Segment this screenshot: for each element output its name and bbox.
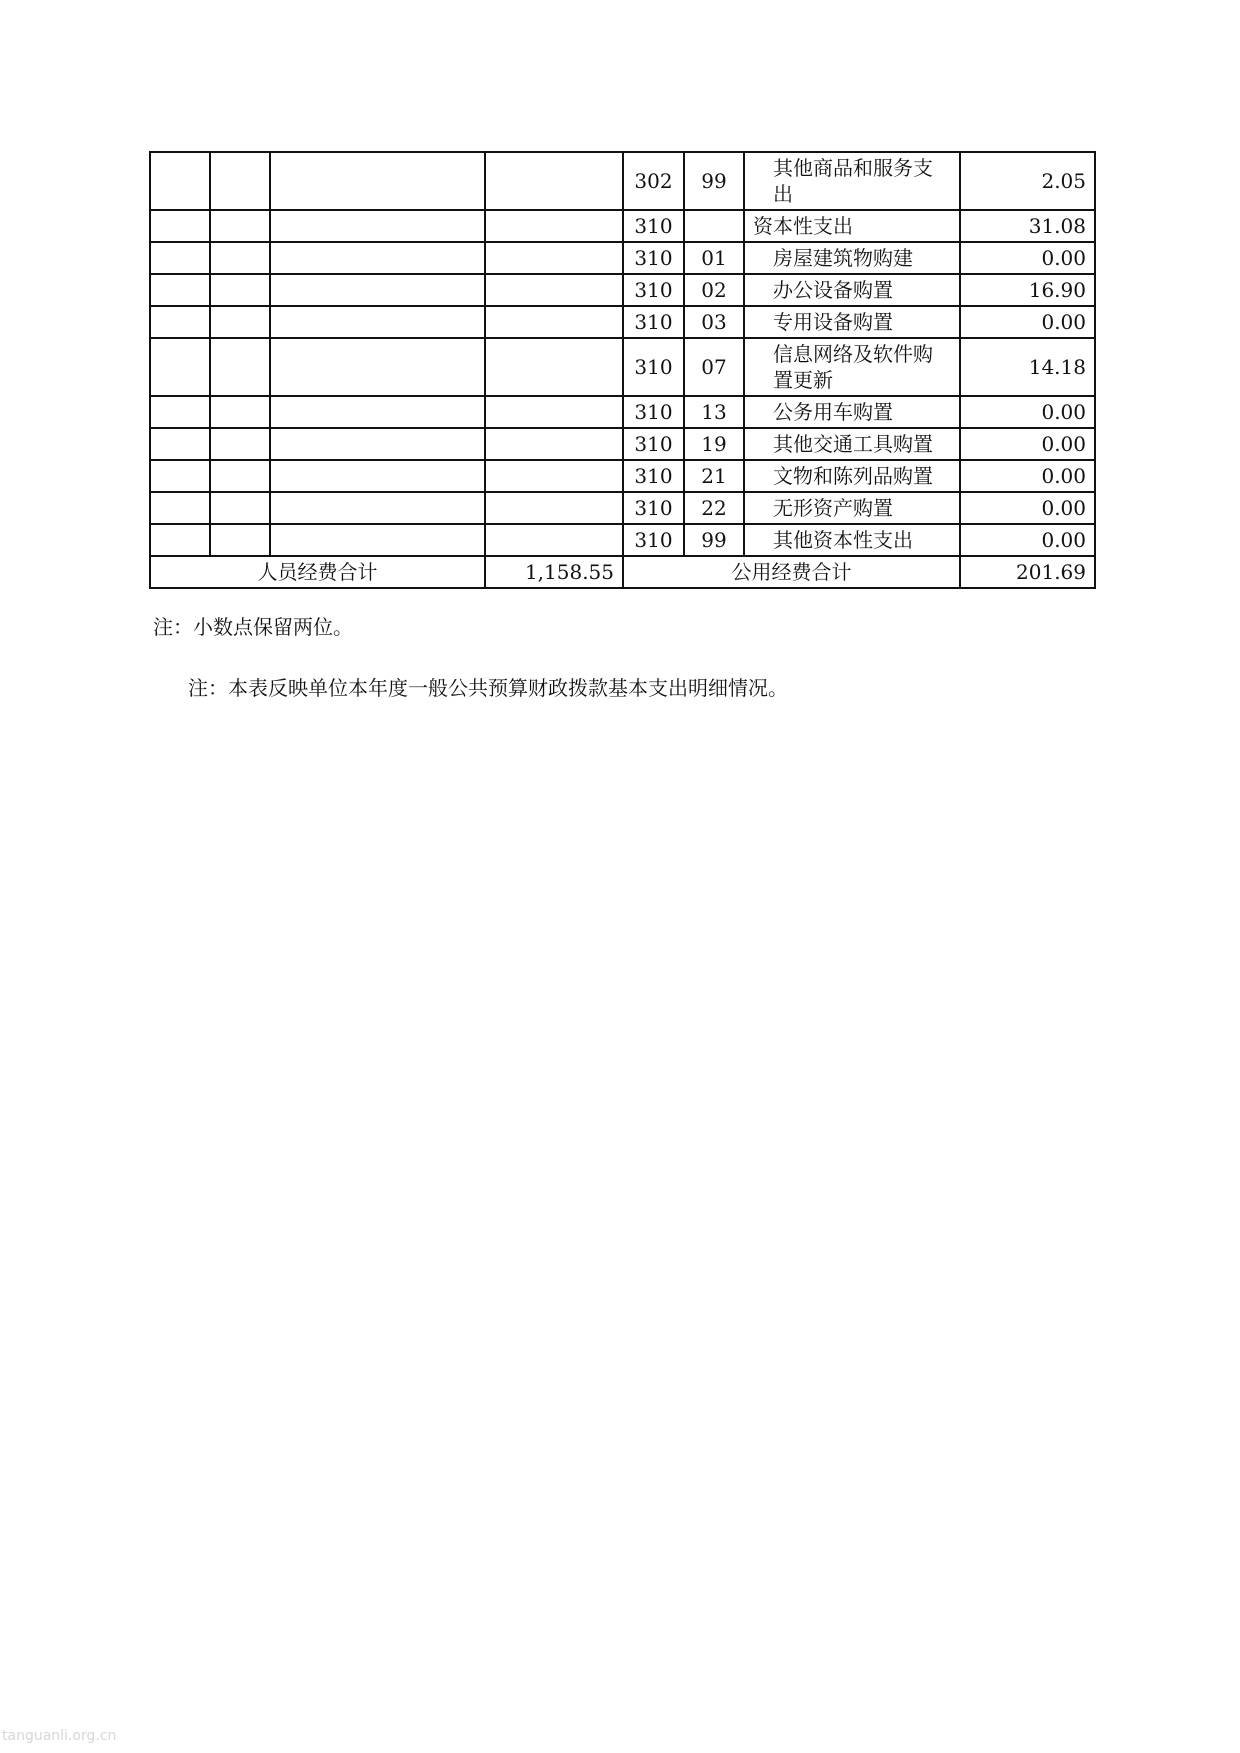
empty-cell — [270, 306, 485, 338]
empty-cell — [210, 210, 270, 242]
expense-amount: 0.00 — [960, 524, 1095, 556]
empty-cell — [150, 338, 210, 396]
empty-cell — [150, 428, 210, 460]
empty-cell — [210, 396, 270, 428]
empty-cell — [150, 492, 210, 524]
expense-name: 专用设备购置 — [744, 306, 960, 338]
econ-class-code: 310 — [623, 492, 684, 524]
econ-item-code: 22 — [684, 492, 744, 524]
econ-item-code — [684, 210, 744, 242]
table-row — [150, 492, 1095, 524]
expense-amount: 31.08 — [960, 210, 1095, 242]
econ-item-code: 02 — [684, 274, 744, 306]
empty-cell — [485, 460, 623, 492]
empty-cell — [210, 306, 270, 338]
expense-amount: 2.05 — [960, 152, 1095, 210]
econ-class-code: 310 — [623, 306, 684, 338]
empty-cell — [150, 242, 210, 274]
expense-amount: 14.18 — [960, 338, 1095, 396]
empty-cell — [150, 152, 210, 210]
empty-cell — [270, 524, 485, 556]
empty-cell — [485, 492, 623, 524]
expense-name: 其他资本性支出 — [744, 524, 960, 556]
expense-amount: 0.00 — [960, 460, 1095, 492]
empty-cell — [210, 524, 270, 556]
econ-item-code: 03 — [684, 306, 744, 338]
public-total-value: 201.69 — [960, 556, 1095, 588]
empty-cell — [485, 306, 623, 338]
personnel-total-value: 1,158.55 — [485, 556, 623, 588]
econ-class-code: 310 — [623, 460, 684, 492]
expense-amount: 0.00 — [960, 492, 1095, 524]
watermark: tanguanli.org.cn — [2, 1728, 117, 1744]
decimal-note: 注：小数点保留两位。 — [153, 615, 353, 639]
empty-cell — [270, 492, 485, 524]
table-row — [150, 210, 1095, 242]
expense-name: 文物和陈列品购置 — [744, 460, 960, 492]
empty-cell — [210, 428, 270, 460]
empty-cell — [210, 338, 270, 396]
empty-cell — [270, 242, 485, 274]
empty-cell — [270, 152, 485, 210]
econ-item-code: 13 — [684, 396, 744, 428]
empty-cell — [485, 428, 623, 460]
table-row — [150, 396, 1095, 428]
expense-name: 房屋建筑物购建 — [744, 242, 960, 274]
empty-cell — [485, 274, 623, 306]
empty-cell — [485, 242, 623, 274]
econ-class-code: 310 — [623, 396, 684, 428]
table-row — [150, 152, 1095, 210]
empty-cell — [150, 524, 210, 556]
econ-class-code: 310 — [623, 242, 684, 274]
expense-amount: 0.00 — [960, 428, 1095, 460]
empty-cell — [150, 306, 210, 338]
table-row — [150, 338, 1095, 396]
empty-cell — [210, 460, 270, 492]
econ-class-code: 310 — [623, 274, 684, 306]
econ-item-code: 99 — [684, 524, 744, 556]
econ-item-code: 21 — [684, 460, 744, 492]
expense-amount: 0.00 — [960, 306, 1095, 338]
econ-class-code: 302 — [623, 152, 684, 210]
expense-name: 办公设备购置 — [744, 274, 960, 306]
econ-class-code: 310 — [623, 338, 684, 396]
table-row — [150, 274, 1095, 306]
econ-class-code: 310 — [623, 210, 684, 242]
empty-cell — [270, 428, 485, 460]
personnel-total-label: 人员经费合计 — [150, 556, 485, 588]
expense-name: 资本性支出 — [744, 210, 960, 242]
empty-cell — [210, 242, 270, 274]
econ-class-code: 310 — [623, 428, 684, 460]
expense-name: 信息网络及软件购置更新 — [744, 338, 960, 396]
expense-name: 公务用车购置 — [744, 396, 960, 428]
empty-cell — [270, 396, 485, 428]
description-note: 注：本表反映单位本年度一般公共预算财政拨款基本支出明细情况。 — [188, 676, 788, 700]
econ-item-code: 99 — [684, 152, 744, 210]
empty-cell — [210, 274, 270, 306]
expense-name: 其他商品和服务支出 — [744, 152, 960, 210]
table-row — [150, 460, 1095, 492]
budget-detail-table — [149, 151, 1096, 589]
empty-cell — [270, 210, 485, 242]
empty-cell — [485, 152, 623, 210]
empty-cell — [485, 524, 623, 556]
empty-cell — [150, 210, 210, 242]
empty-cell — [485, 210, 623, 242]
empty-cell — [270, 460, 485, 492]
econ-class-code: 310 — [623, 524, 684, 556]
totals-row — [150, 556, 1095, 588]
econ-item-code: 01 — [684, 242, 744, 274]
econ-item-code: 19 — [684, 428, 744, 460]
expense-amount: 0.00 — [960, 242, 1095, 274]
empty-cell — [270, 338, 485, 396]
empty-cell — [150, 460, 210, 492]
expense-amount: 16.90 — [960, 274, 1095, 306]
empty-cell — [485, 396, 623, 428]
table-row — [150, 428, 1095, 460]
expense-name: 无形资产购置 — [744, 492, 960, 524]
empty-cell — [270, 274, 485, 306]
empty-cell — [210, 492, 270, 524]
expense-amount: 0.00 — [960, 396, 1095, 428]
table-row — [150, 306, 1095, 338]
econ-item-code: 07 — [684, 338, 744, 396]
empty-cell — [150, 396, 210, 428]
expense-name: 其他交通工具购置 — [744, 428, 960, 460]
table-body — [150, 152, 1095, 556]
empty-cell — [210, 152, 270, 210]
table-row — [150, 524, 1095, 556]
public-total-label: 公用经费合计 — [623, 556, 960, 588]
empty-cell — [150, 274, 210, 306]
empty-cell — [485, 338, 623, 396]
table-row — [150, 242, 1095, 274]
